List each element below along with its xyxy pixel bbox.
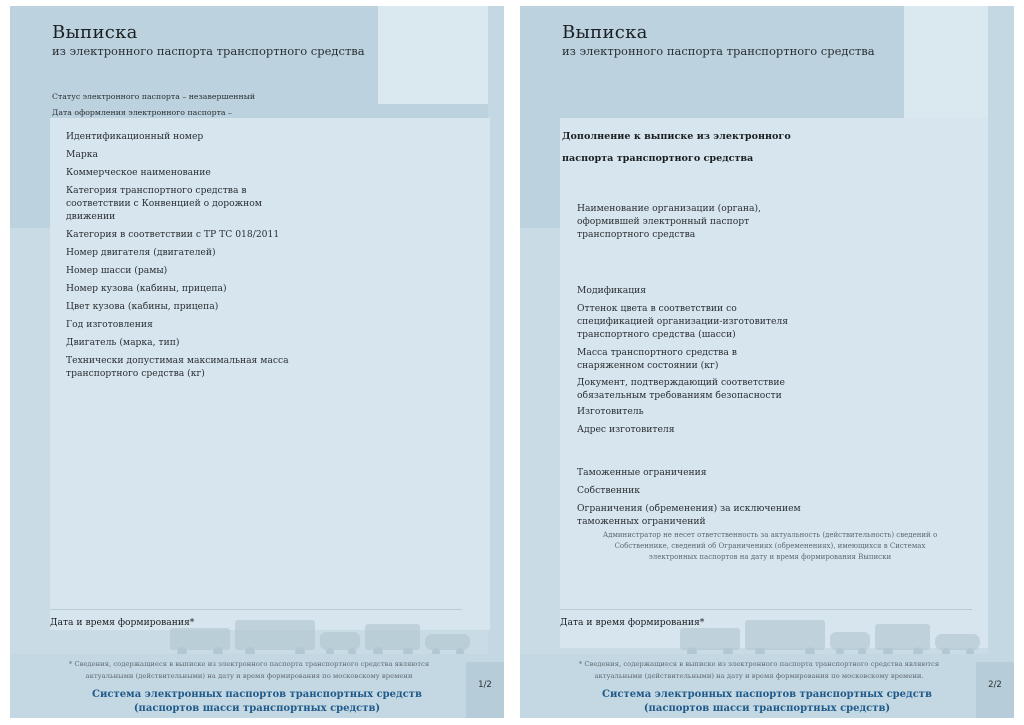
field-body-number: Номер кузова (кабины, прицепа): [66, 283, 227, 294]
field-conformity-document: Документ, подтверждающий соответствие обязательным требованиям безопасности: [577, 377, 785, 401]
passport-issue-date: Дата оформления электронного паспорта –: [52, 108, 232, 117]
field-customs-restrictions: Таможенные ограничения: [577, 467, 707, 478]
field-manufacturer-address: Адрес изготовителя: [577, 424, 675, 435]
system-name-line: Система электронных паспортов транспортных средств: [92, 689, 422, 700]
system-name-line: (паспортов шасси транспортных средств): [643, 703, 891, 714]
footnote: [34, 658, 464, 682]
field-vin: Идентификационный номер: [66, 131, 204, 142]
footnote-line: актуальными (действительными) на дату и время формирования по московскому времени: [85, 672, 413, 680]
field-year: Год изготовления: [66, 319, 153, 330]
passport-status: Статус электронного паспорта – незавершенный: [52, 92, 256, 101]
document-page-1: [10, 6, 504, 718]
footnote-line: * Сведения, содержащиеся в выписке из электронного паспорта транспортного средства являются: [68, 660, 430, 668]
field-manufacturer: Изготовитель: [577, 406, 644, 417]
generation-date-label: Дата и время формирования*: [50, 617, 195, 628]
supplement-title-line: Дополнение к выписке из электронного: [562, 131, 791, 142]
footnote-line: актуальными (действительными) на дату и время формирования по московскому времени.: [594, 672, 924, 680]
system-name-line: (паспортов шасси транспортных средств): [133, 703, 381, 714]
vehicle-field-list: [66, 130, 326, 385]
field-chassis-number: Номер шасси (рамы): [66, 265, 168, 276]
field-convention-category: Категория транспортного средства в соответствии с Конвенцией о дорожном движении: [66, 185, 262, 222]
field-encumbrances: Ограничения (обременения) за исключением таможенных ограничений: [577, 503, 801, 527]
page-number: 1/2: [466, 662, 504, 718]
decorative-stripe: [488, 6, 504, 718]
document-title: Выписка: [562, 22, 648, 43]
decorative-block: [378, 6, 488, 104]
field-engine-number: Номер двигателя (двигателей): [66, 247, 216, 258]
supplement-title: [562, 126, 822, 170]
system-name: [544, 688, 990, 716]
field-issuing-organization: Наименование организации (органа), оформившей электронный паспорт транспортного средства: [577, 203, 762, 240]
field-body-color: Цвет кузова (кабины, прицепа): [66, 301, 219, 312]
page-number: 2/2: [976, 662, 1014, 718]
footnote-line: * Сведения, содержащиеся в выписке из электронного паспорта транспортного средства являются: [578, 660, 940, 668]
supplement-title-line: паспорта транспортного средства: [562, 153, 754, 164]
document-title: Выписка: [52, 22, 138, 43]
field-commercial-name: Коммерческое наименование: [66, 167, 211, 178]
field-curb-mass: Масса транспортного средства в снаряженном состоянии (кг): [577, 347, 737, 371]
administrator-note: Администратор не несет ответственность за актуальность (действительность) сведений о Собственнике, сведений об Ограничениях (обременениях), имеющихся в Системах электронных паспортов на дату и время формирования Выписки: [602, 531, 938, 561]
document-subtitle: из электронного паспорта транспортного средства: [562, 44, 875, 58]
system-name-line: Система электронных паспортов транспортных средств: [602, 689, 932, 700]
system-name: [34, 688, 480, 716]
document-page-2: [520, 6, 1014, 718]
field-tr-category: Категория в соответствии с ТР ТС 018/2011: [66, 229, 280, 240]
field-engine-type: Двигатель (марка, тип): [66, 337, 180, 348]
footnote: [544, 658, 974, 682]
field-owner: Собственник: [577, 485, 641, 496]
field-modification: Модификация: [577, 285, 647, 296]
generation-date-label: Дата и время формирования*: [560, 617, 705, 628]
decorative-stripe: [988, 6, 1014, 718]
field-make: Марка: [66, 149, 98, 160]
document-subtitle: из электронного паспорта транспортного средства: [52, 44, 365, 58]
field-max-mass: Технически допустимая максимальная масса транспортного средства (кг): [66, 355, 289, 379]
field-color-shade: Оттенок цвета в соответствии со спецификацией организации-изготовителя транспортного средства (шасси): [577, 303, 789, 340]
decorative-block: [904, 6, 988, 118]
